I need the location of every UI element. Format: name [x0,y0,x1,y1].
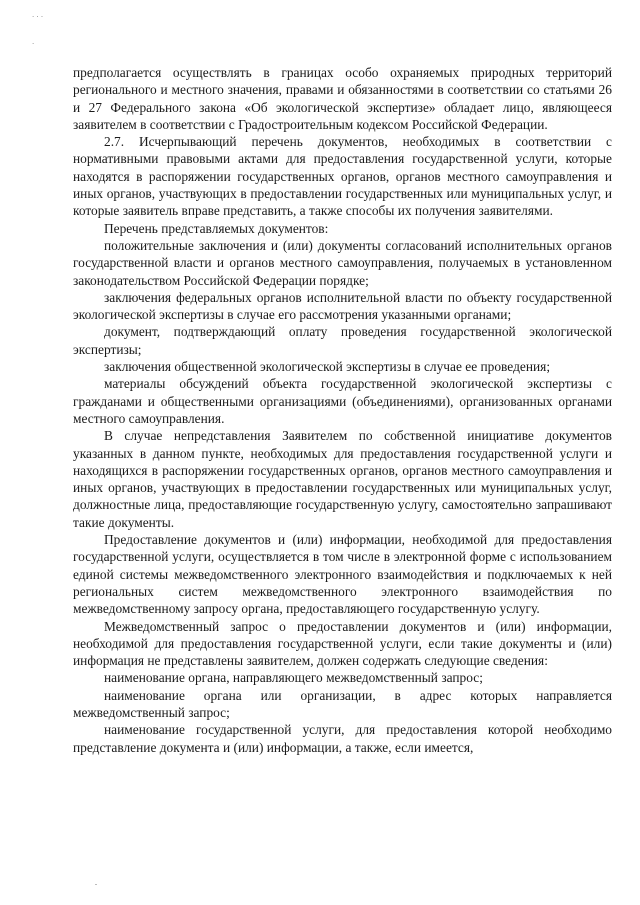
paragraph-interagency-request: Межведомственный запрос о предоставлении документов и (или) информации, необходимой для предоставления государственной услуги, если такие документы и (или) информация не представлены заявителем, должен содержать следующие сведения: [73,618,612,669]
list-item-federal-conclusions: заключения федеральных органов исполнительной власти по объекту государственной экологической экспертизы в случае его рассмотрения указанными органами; [73,289,612,323]
paragraph-non-submission: В случае непредставления Заявителем по собственной инициативе документов указанных в данном пункте, необходимых для предоставления государственной услуги и находящихся в распоряжении государственных органов, органов местного самоуправления и иных органов, участвующих в предоставлении государственных или муниципальных услуг, должностные лица, предоставляющие государственную услугу, самостоятельно запрашивают такие документы. [73,428,612,530]
scan-artifact-mark: · · · [32,13,44,21]
paragraph-continuation: предполагается осуществлять в границах особо охраняемых природных территорий регионального и местного значения, правами и обязанностями в соответствии со статьями 26 и 27 Федерального закона «Об экологической экспертизе» обладает лицо, являющееся заявителем в соответствии с Градостроительным кодексом Российской Федерации. [73,65,612,132]
list-item-payment-document: документ, подтверждающий оплату проведения государственной экологической экспертизы; [73,324,612,357]
scan-artifact-dot [95,884,97,885]
list-item-approvals: положительные заключения и (или) документы согласований исполнительных органов государственной власти и органов местного самоуправления, получаемых в установленном законодательством Российской Федерации порядке; [73,237,612,288]
paragraph-electronic-interaction: Предоставление документов и (или) информации, необходимой для предоставления государственной услуги, осуществляется в том числе в электронной форме с использованием единой системы межведомственного электронного взаимодействия и подключаемых к ней региональных систем межведомственного электронного взаимодействия по межведомственному запросу органа, предоставляющего государственную услугу. [73,532,612,617]
list-item-addressee: наименование органа или организации, в адрес которых направляется межведомственный запрос; [73,687,612,720]
scan-artifact-mark: · [32,40,35,48]
list-item-discussion-materials: материалы обсуждений объекта государственной экологической экспертизы с гражданами и общественными организациями (объединениями), организованных органами местного самоуправления. [73,376,612,426]
paragraph-list-intro: Перечень представляемых документов: [104,220,329,236]
paragraph-section-2-7: 2.7. Исчерпывающий перечень документов, необходимых в соответствии с нормативными правовыми актами для предоставления государственной услуги, которые находятся в распоряжении государственных органов, органов местного самоуправления и иных органов, участвующих в предоставлении государственных или муниципальных услуг, и которые заявитель вправе представить, а также способы их получения заявителями. [73,134,612,219]
list-item-requesting-body: наименование органа, направляющего межведомственный запрос; [104,670,483,686]
list-item-service-name: наименование государственной услуги, для предоставления которой необходимо представление документа и (или) информации, а также, если имеется, [73,722,612,755]
list-item-public-expertise: заключения общественной экологической экспертизы в случае ее проведения; [104,359,551,375]
document-body [73,64,612,756]
